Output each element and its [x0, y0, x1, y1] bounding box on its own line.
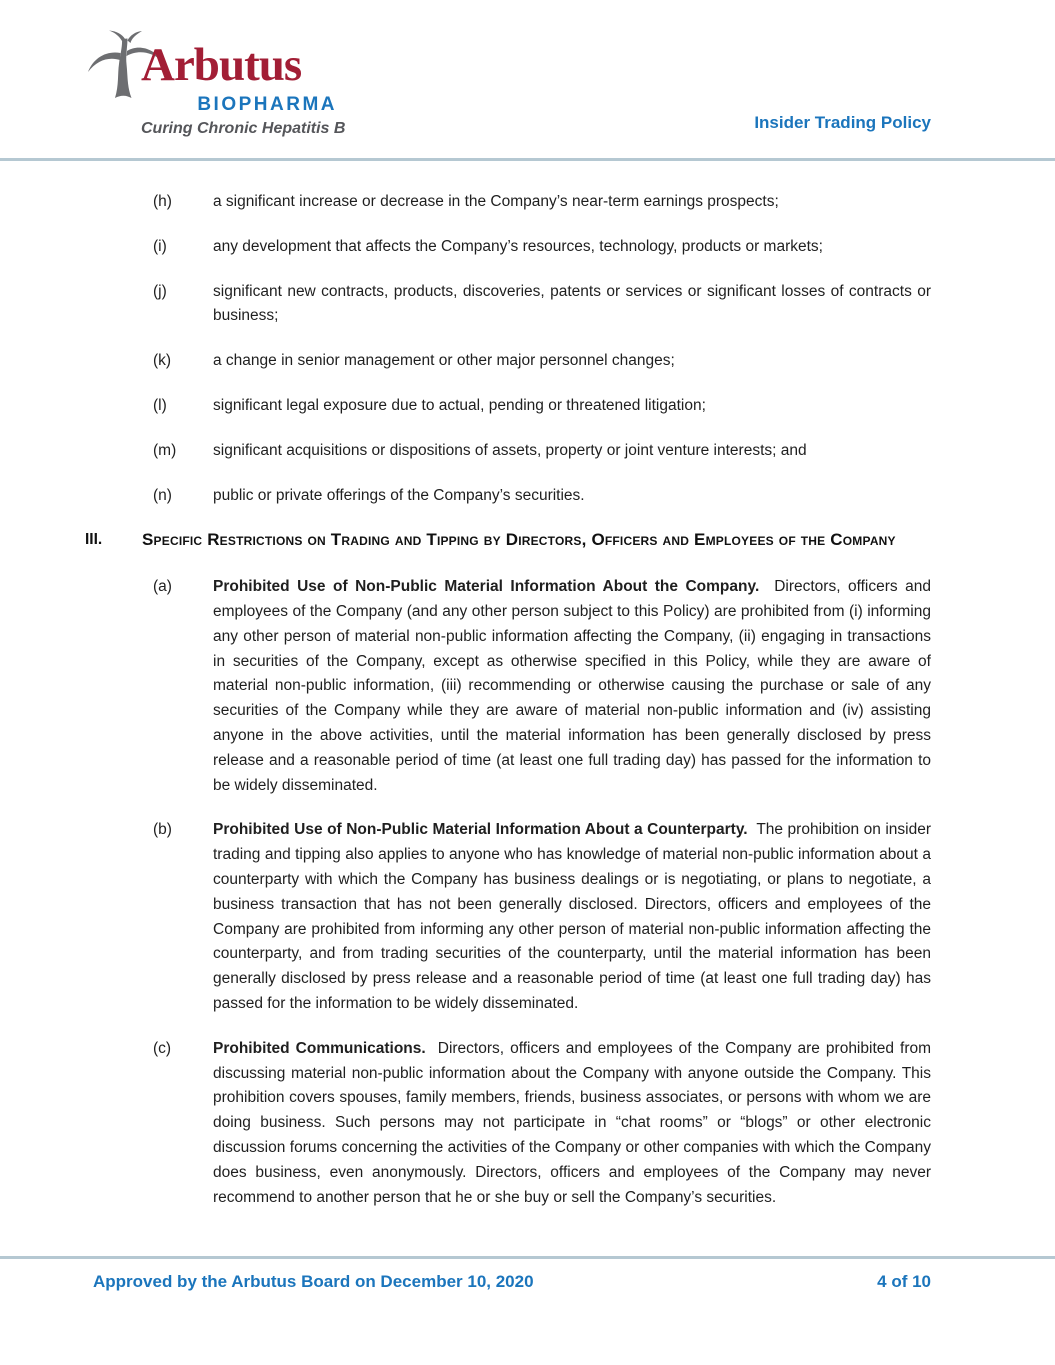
list-item-label: (i): [153, 237, 167, 255]
header-divider: [0, 158, 1055, 161]
list-item-text: a change in senior management or other major personnel changes;: [213, 352, 675, 370]
list-item-text: significant acquisitions or dispositions of assets, property or joint venture interests; and: [213, 441, 807, 459]
arbutus-logo: [85, 26, 346, 146]
list-item: [0, 394, 1055, 419]
list-item-label: (l): [153, 396, 167, 414]
section-heading-text: Specific Restrictions on Trading and Tipping by Directors, Officers and Employees of the Company: [142, 530, 896, 550]
list-item: [0, 439, 1055, 464]
list-item-text: public or private offerings of the Company’s securities.: [213, 486, 585, 504]
paragraph-body: The prohibition on insider trading and tipping also applies to anyone who has knowledge of material non-public information about a counterparty with which the Company has business dealings or is negotiating, or plans to negotiate, a business transaction that has not been generally disclosed. Directors, officers and employees of the Company are prohibited from informing any other person of material non-public information affecting the counterparty, and from trading securities of the counterparty, until the material information has been generally disclosed by press release and a reasonable period of time (at least one full trading day) has passed for the information to be widely disseminated.: [213, 821, 931, 1012]
paragraph-lead: Prohibited Communications.: [213, 1039, 426, 1057]
paragraph-body: Directors, officers and employees of the Company are prohibited from discussing material non-public information about the Company with anyone outside the Company. This prohibition covers spouses, family members, friends, business associates, or persons with whom we are doing business. Such persons may not participate in “chat rooms” or “blogs” or other electronic discussion forums concerning the activities of the Company or other companies with which the Company does business, even anonymously. Directors, officers and employees of the Company may never recommend to another person that he or she buy or sell the Company’s securities.: [213, 1039, 932, 1206]
paragraph-label: (a): [153, 578, 172, 596]
list-item-label: (n): [153, 486, 172, 504]
list-item: [0, 235, 1055, 260]
list-item: [0, 280, 1055, 330]
list-item: [0, 484, 1055, 509]
list-item-text: any development that affects the Company’s resources, technology, products or markets;: [213, 237, 823, 255]
paragraph-label: (c): [153, 1039, 172, 1057]
list-item-label: (h): [153, 193, 172, 210]
policy-paragraph: [0, 575, 1055, 798]
paragraph-lead: Prohibited Use of Non-Public Material Information About a Counterparty.: [213, 821, 748, 839]
list-item-text: a significant increase or decrease in the Company’s near-term earnings prospects;: [213, 193, 779, 210]
document-body: [0, 190, 1055, 1230]
list-item-label: (k): [153, 352, 172, 370]
brand-name: Arbutus: [141, 39, 302, 91]
brand-sub-name: BIOPHARMA: [197, 94, 337, 115]
paragraph-lead: Prohibited Use of Non-Public Material Information About the Company.: [213, 578, 760, 596]
list-item-text: significant new contracts, products, discoveries, patents or services or significant losses of contracts or business;: [213, 282, 931, 325]
document-title: Insider Trading Policy: [754, 113, 931, 132]
footer-approval-text: Approved by the Arbutus Board on December 10, 2020: [93, 1272, 534, 1291]
paragraph-body: Directors, officers and employees of the Company (and any other person subject to this Policy) are prohibited from (i) informing any other person of material non-public information affecting the Company, (ii) engaging in transactions in securities of the Company, except as otherwise specified in this Policy, while they are aware of material non-public information, (iii) recommending or otherwise causing the purchase or sale of any securities of the Company while they are aware of material non-public information and (iv) assisting anyone in the above activities, until the material information has been generally disclosed by press release and a reasonable period of time (at least one full trading day) has passed for the information to be widely disseminated.: [213, 578, 931, 794]
paragraph-text: [213, 1037, 931, 1211]
section-heading: [0, 528, 1055, 553]
list-item-label: (m): [153, 441, 177, 459]
paragraph-text: [213, 575, 931, 798]
paragraph-label: (b): [153, 821, 172, 839]
footer: [0, 1272, 1055, 1292]
footer-page-number: 4 of 10: [877, 1272, 931, 1291]
paragraph-text: [213, 818, 931, 1016]
list-item-text: significant legal exposure due to actual, pending or threatened litigation;: [213, 396, 706, 414]
list-item-label: (j): [153, 282, 167, 300]
footer-divider: [0, 1256, 1055, 1259]
list-item: [0, 190, 1055, 215]
list-item: [0, 349, 1055, 374]
section-number: III.: [85, 531, 103, 549]
policy-paragraph: [0, 818, 1055, 1016]
brand-tagline: Curing Chronic Hepatitis B: [141, 120, 346, 137]
policy-paragraph: [0, 1037, 1055, 1211]
